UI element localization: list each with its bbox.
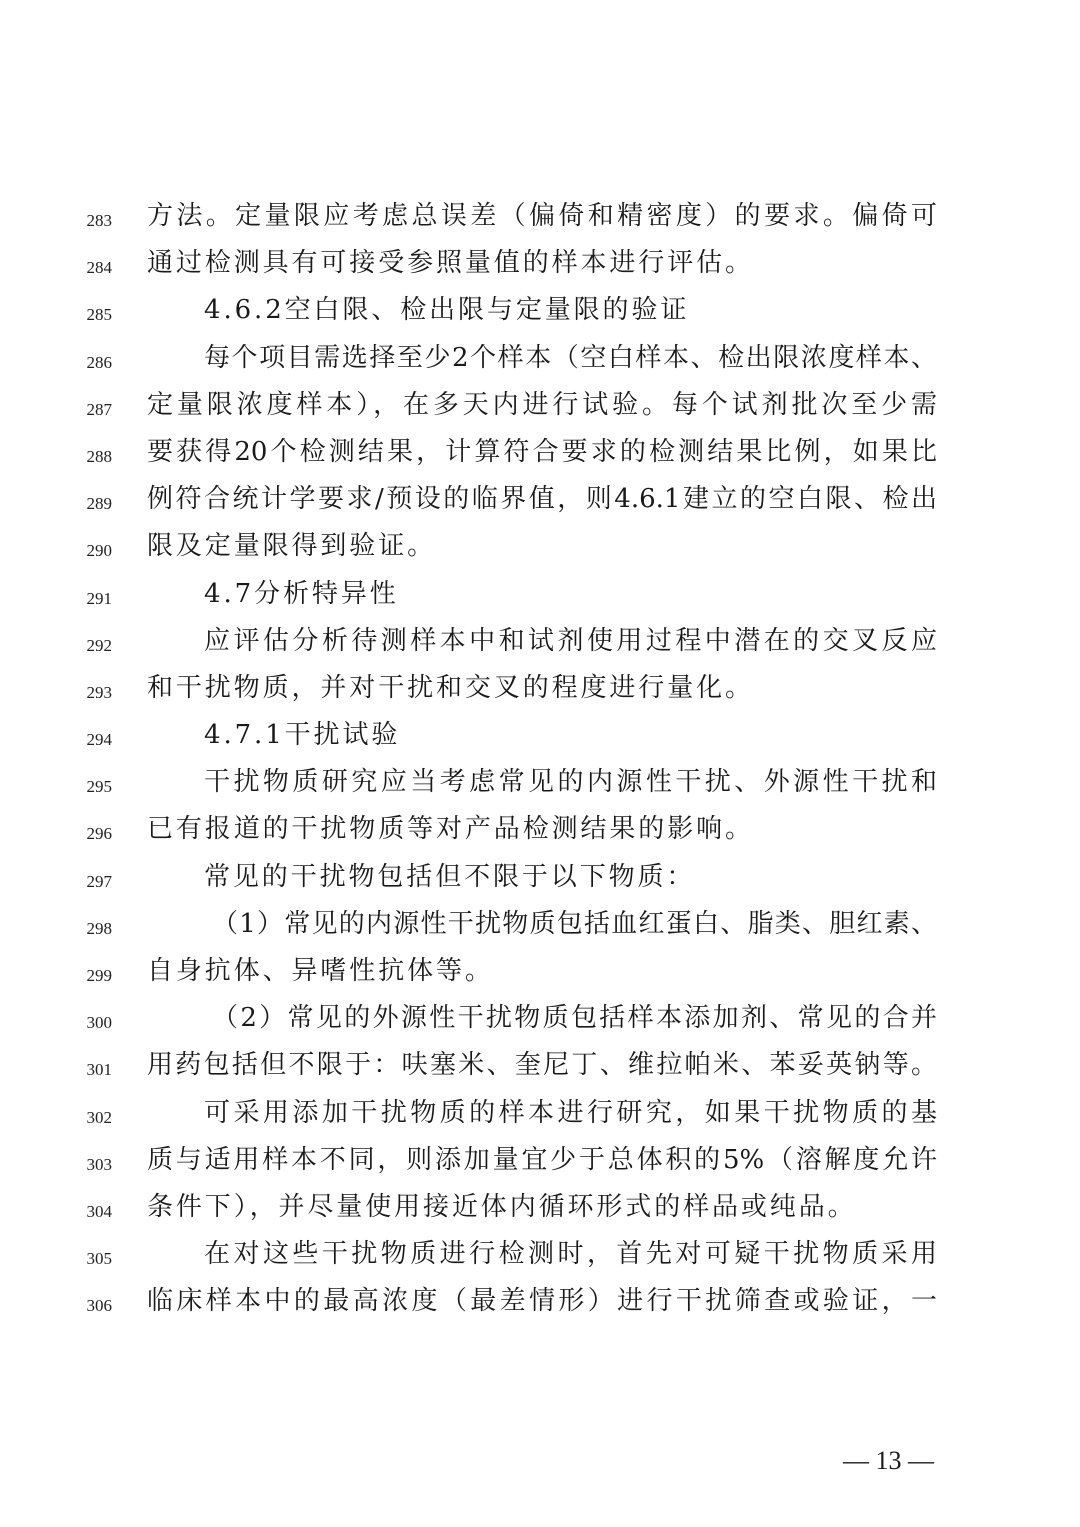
- text-line: [0, 1092, 1080, 1139]
- text-line: [0, 761, 1080, 808]
- text-line: [0, 1186, 1080, 1233]
- line-number: 294: [86, 730, 112, 750]
- text-line: [0, 195, 1080, 242]
- line-text: 用药包括但不限于：呋塞米、奎尼丁、维拉帕米、苯妥英钠等。: [147, 1050, 937, 1081]
- line-number: 287: [86, 399, 112, 419]
- line-text: 已有报道的干扰物质等对产品检测结果的影响。: [147, 814, 754, 845]
- line-number: 302: [86, 1107, 112, 1127]
- text-line: [0, 903, 1080, 950]
- text-line: [0, 714, 1080, 761]
- line-text: 每个项目需选择至少2个样本（空白样本、检出限浓度样本、: [204, 342, 937, 373]
- line-text: 临床样本中的最高浓度（最差情形）进行干扰筛查或验证，一: [147, 1286, 937, 1317]
- line-text: （1）常见的内源性干扰物质包括血红蛋白、脂类、胆红素、: [212, 908, 937, 939]
- line-number: 284: [86, 258, 112, 278]
- line-text: 应评估分析待测样本中和试剂使用过程中潜在的交叉反应: [204, 625, 937, 656]
- line-text: 4.7分析特异性: [204, 578, 399, 609]
- line-text: 限及定量限得到验证。: [147, 531, 437, 562]
- line-text: 条件下），并尽量使用接近体内循环形式的样品或纯品。: [147, 1191, 857, 1222]
- line-text: 4.6.2空白限、检出限与定量限的验证: [204, 295, 690, 326]
- text-line: [0, 384, 1080, 431]
- text-line: [0, 1280, 1080, 1327]
- line-text: 和干扰物质，并对干扰和交叉的程度进行量化。: [147, 672, 754, 703]
- line-number: 304: [86, 1201, 112, 1221]
- line-text: 要获得20个检测结果，计算符合要求的检测结果比例，如果比: [147, 436, 937, 467]
- line-number: 303: [86, 1154, 112, 1174]
- line-text: 定量限浓度样本），在多天内进行试验。每个试剂批次至少需: [147, 389, 937, 420]
- line-text: 通过检测具有可接受参照量值的样本进行评估。: [147, 248, 754, 279]
- line-number: 305: [86, 1249, 112, 1269]
- line-number: 293: [86, 682, 112, 702]
- line-text: 在对这些干扰物质进行检测时，首先对可疑干扰物质采用: [204, 1239, 937, 1270]
- text-line: [0, 1233, 1080, 1280]
- text-line: [0, 478, 1080, 525]
- line-text: 质与适用样本不同，则添加量宜少于总体积的5%（溶解度允许: [147, 1144, 937, 1175]
- text-line: [0, 289, 1080, 336]
- line-number: 292: [86, 635, 112, 655]
- text-line: [0, 573, 1080, 620]
- text-line: [0, 1139, 1080, 1186]
- line-text: 干扰物质研究应当考虑常见的内源性干扰、外源性干扰和: [204, 767, 937, 798]
- line-text: 方法。定量限应考虑总误差（偏倚和精密度）的要求。偏倚可: [147, 201, 937, 231]
- line-text: 常见的干扰物包括但不限于以下物质：: [204, 861, 696, 892]
- line-number: 291: [86, 588, 112, 608]
- text-line: [0, 620, 1080, 667]
- line-number: 306: [86, 1296, 112, 1316]
- text-line: [0, 525, 1080, 572]
- line-text: 可采用添加干扰物质的样本进行研究，如果干扰物质的基: [204, 1097, 937, 1128]
- line-number: 300: [86, 1013, 112, 1033]
- text-line: [0, 337, 1080, 384]
- line-number: 285: [86, 305, 112, 325]
- line-text: 例符合统计学要求/预设的临界值，则4.6.1建立的空白限、检出: [147, 484, 937, 515]
- line-number: 299: [86, 966, 112, 985]
- text-line: [0, 667, 1080, 714]
- text-line: [0, 950, 1080, 997]
- line-number: 289: [86, 494, 112, 514]
- line-number: 296: [86, 824, 112, 844]
- line-number: 290: [86, 541, 112, 561]
- line-number: 301: [86, 1060, 112, 1080]
- line-text: （2）常见的外源性干扰物质包括样本添加剂、常见的合并: [212, 1003, 937, 1034]
- text-line: [0, 856, 1080, 903]
- text-line: [0, 997, 1080, 1044]
- text-line: [0, 808, 1080, 855]
- line-text: 自身抗体、异嗜性抗体等。: [147, 956, 494, 986]
- text-line: [0, 1044, 1080, 1091]
- text-line: [0, 431, 1080, 478]
- line-number: 288: [86, 446, 112, 466]
- line-number: 286: [86, 352, 112, 372]
- text-line: [0, 242, 1080, 289]
- line-number: 298: [86, 918, 112, 938]
- line-text: 4.7.1干扰试验: [204, 720, 401, 751]
- body-text: [0, 195, 1080, 1328]
- line-number: 295: [86, 777, 112, 797]
- line-number: 297: [86, 871, 112, 891]
- line-number: 283: [86, 211, 112, 230]
- page-number: — 13 —: [843, 1446, 934, 1475]
